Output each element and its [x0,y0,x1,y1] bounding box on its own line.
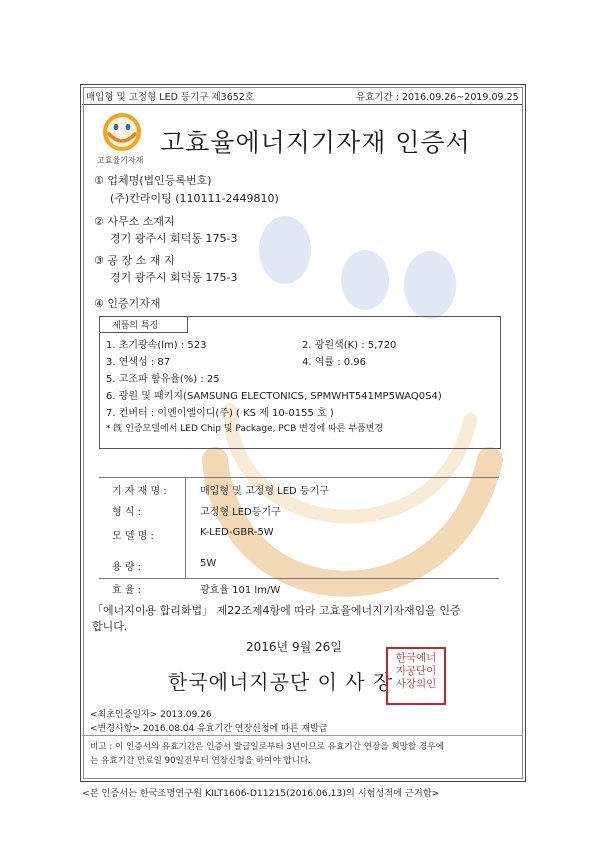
spec-item: 3. 연색성 : 87 [106,357,171,368]
office-heading: ② 사무소 소재지 [94,215,175,228]
company-value: (주)칸라이팅 (110111-2449810) [110,192,279,205]
detail-value-name: 매입형 및 고정형 LED 등기구 [200,486,329,497]
spec-item: 7. 컨버터 : 이엔이엘이디(주) ( KS 제 10-0155 호 ) [106,408,334,419]
official-seal: 한국에너 지공단이 사장의인 [386,647,446,705]
detail-value-capacity: 5W [200,558,217,569]
factory-address: 경기 광주시 회덕동 175-3 [110,271,238,284]
change-note: <변경사항> 2016.08.04 유효기간 연장신청에 따른 재발급 [90,724,328,734]
detail-label: 효 율 : [112,585,142,596]
detail-label: 모 델 명 : [112,531,154,542]
detail-label: 기 자 재 명 : [112,486,167,497]
issuer-name: 한국에너지공단 이 사 장 [168,670,394,694]
detail-value-efficiency: 광효율 101 lm/W [200,585,281,596]
remark-line1: 비고 : 이 인증서의 유효기간은 인증서 발급일로부터 3년이므로 유효기간 연장을 희망할 경우에 [90,742,444,752]
product-features-label: 제품의 특징 [112,321,159,331]
certificate-title: 고효율에너지기자재 인증서 [160,128,471,157]
spec-item: 4. 역률 : 0.96 [302,357,367,368]
first-cert-date: <최초인증일자> 2013.09.26 [90,710,212,720]
spec-note: * 旣 인증모델에서 LED Chip 및 Package, PCB 변경에 따른 부품변경 [106,424,384,434]
equipment-heading: ④ 인증기자재 [94,297,161,310]
detail-label: 용 량 : [112,562,142,573]
detail-value-model: K-LED-GBR-5W [200,527,274,538]
statement-line1: 「에너지이용 합리화법」 제22조제4항에 따라 고효율에너지기자재임을 인증 [92,604,461,617]
statement-line2: 합니다. [92,620,128,633]
detail-value-type: 고정형 LED등기구 [200,507,281,518]
spec-item: 1. 초기광속(lm) : 523 [106,340,207,351]
logo-caption: 고효율기자재 [97,156,144,165]
certificate-number: 매입형 및 고정형 LED 등기구 제3652호 [86,92,255,103]
factory-heading: ③ 공 장 소 재 지 [94,254,175,267]
issue-date: 2016년 9월 26일 [246,640,342,654]
validity-period: 유효기간 : 2016.09.26~2019.09.25 [356,92,519,103]
certificate-inner-border [83,87,523,779]
spec-item: 5. 고조파 함유율(%) : 25 [106,374,220,385]
spec-item: 6. 광원 및 패키지(SAMSUNG ELECTONICS, SPMWHT541MP5WAQ0S4) [106,391,442,402]
company-heading: ① 업체명(법인등록번호) [94,174,212,187]
footer-note: <본 인증서는 한국조명연구원 KILT1606-D11215(2016.06.13)의 시험성적에 근거함> [82,788,440,799]
spec-item: 2. 광원색(K) : 5,720 [302,340,397,351]
detail-label: 형 식 : [112,507,142,518]
office-address: 경기 광주시 회덕동 175-3 [110,232,238,245]
remark-line2: 는 유효기간 만료일 90일전부터 연장신청을 하여야 합니다. [90,756,311,766]
